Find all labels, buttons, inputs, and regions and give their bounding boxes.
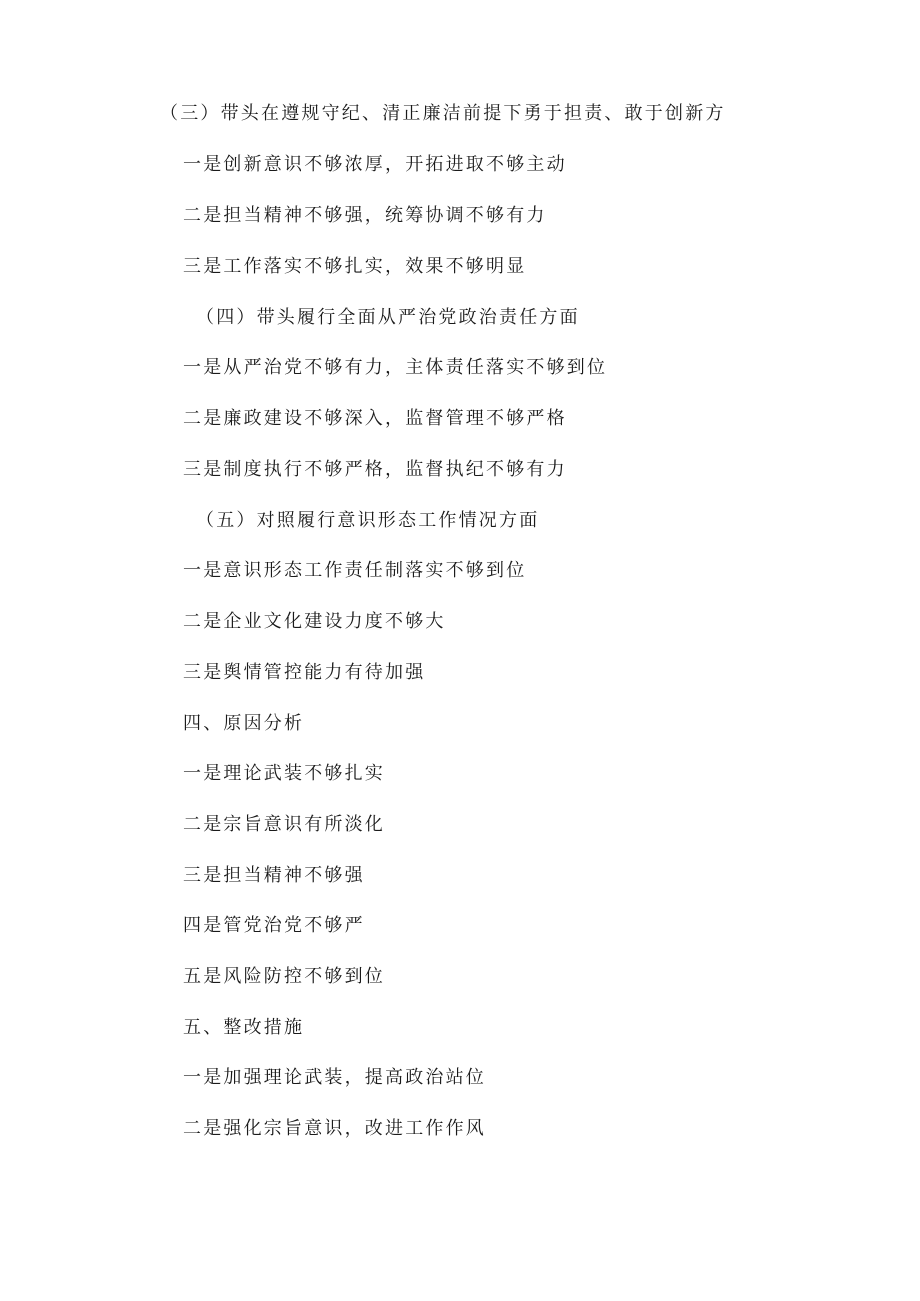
paragraph-line: 二是担当精神不够强，统筹协调不够有力 [183,205,547,226]
paragraph-line: 一是从严治党不够有力，主体责任落实不够到位 [183,357,608,378]
paragraph-line: 三是工作落实不够扎实，效果不够明显 [183,256,527,277]
paragraph-line: 一是加强理论武装，提高政治站位 [183,1067,486,1088]
paragraph-line: 一是创新意识不够浓厚，开拓进取不够主动 [183,154,567,175]
section-heading-five: （五）对照履行意识形态工作情况方面 [196,510,540,531]
paragraph-line: 二是企业文化建设力度不够大 [183,611,446,632]
paragraph-line: 二是廉政建设不够深入，监督管理不够严格 [183,408,567,429]
section-heading-four: （四）带头履行全面从严治党政治责任方面 [196,307,580,328]
chapter-heading-rectification: 五、整改措施 [183,1017,305,1038]
paragraph-line: 二是宗旨意识有所淡化 [183,814,385,835]
chapter-heading-cause-analysis: 四、原因分析 [183,713,305,734]
paragraph-line: 五是风险防控不够到位 [183,966,385,987]
paragraph-line: 三是担当精神不够强 [183,865,365,886]
paragraph-line: 二是强化宗旨意识，改进工作作风 [183,1118,486,1139]
paragraph-line: 三是舆情管控能力有待加强 [183,662,426,683]
paragraph-line: 一是意识形态工作责任制落实不够到位 [183,560,527,581]
paragraph-line: 四是管党治党不够严 [183,915,365,936]
paragraph-line: 一是理论武装不够扎实 [183,763,385,784]
paragraph-line: 三是制度执行不够严格，监督执纪不够有力 [183,459,567,480]
section-heading-three: （三）带头在遵规守纪、清正廉洁前提下勇于担责、敢于创新方 [160,103,726,124]
